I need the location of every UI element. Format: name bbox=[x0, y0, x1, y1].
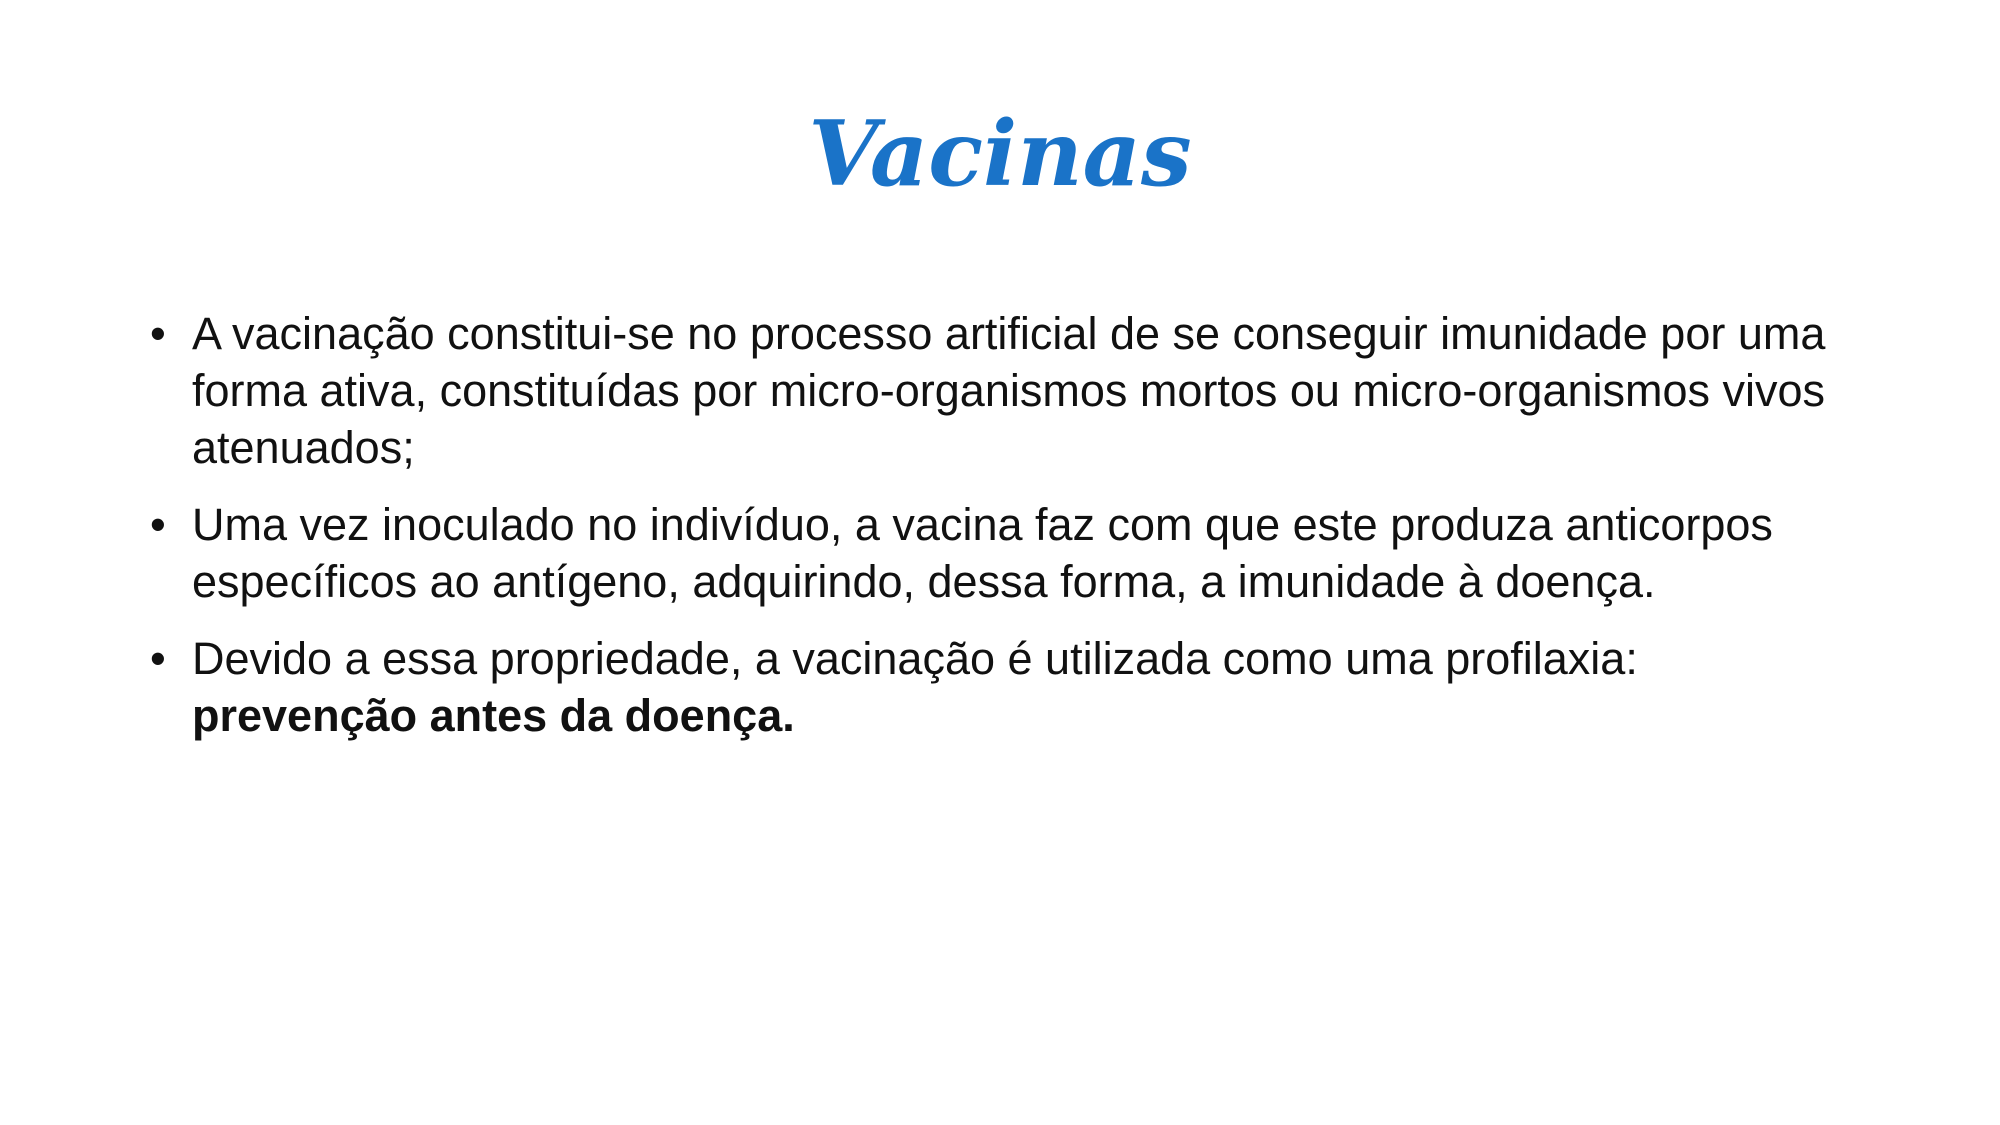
bullet-text-3-emphasis: prevenção antes da doença. bbox=[192, 690, 795, 741]
slide-title: Vacinas bbox=[808, 101, 1192, 207]
bullet-icon: • bbox=[150, 499, 166, 550]
bullet-icon: • bbox=[150, 633, 166, 684]
bullet-item-1 bbox=[150, 305, 1870, 476]
bullet-text-1: A vacinação constitui-se no processo artificial de se conseguir imunidade por uma forma ativa, constituídas por micro-organismos mortos ou micro-organismos vivos atenuados; bbox=[192, 308, 1826, 473]
bullet-item-2 bbox=[150, 496, 1870, 610]
bullet-icon: • bbox=[150, 308, 166, 359]
bullet-text-2: Uma vez inoculado no indivíduo, a vacina faz com que este produza anticorpos específicos ao antígeno, adquirindo, dessa forma, a imunidade à doença. bbox=[192, 499, 1773, 607]
bullet-item-3 bbox=[150, 630, 1870, 744]
bullet-text-3: Devido a essa propriedade, a vacinação é utilizada como uma profilaxia: bbox=[192, 633, 1638, 684]
bullet-list bbox=[150, 305, 1870, 764]
